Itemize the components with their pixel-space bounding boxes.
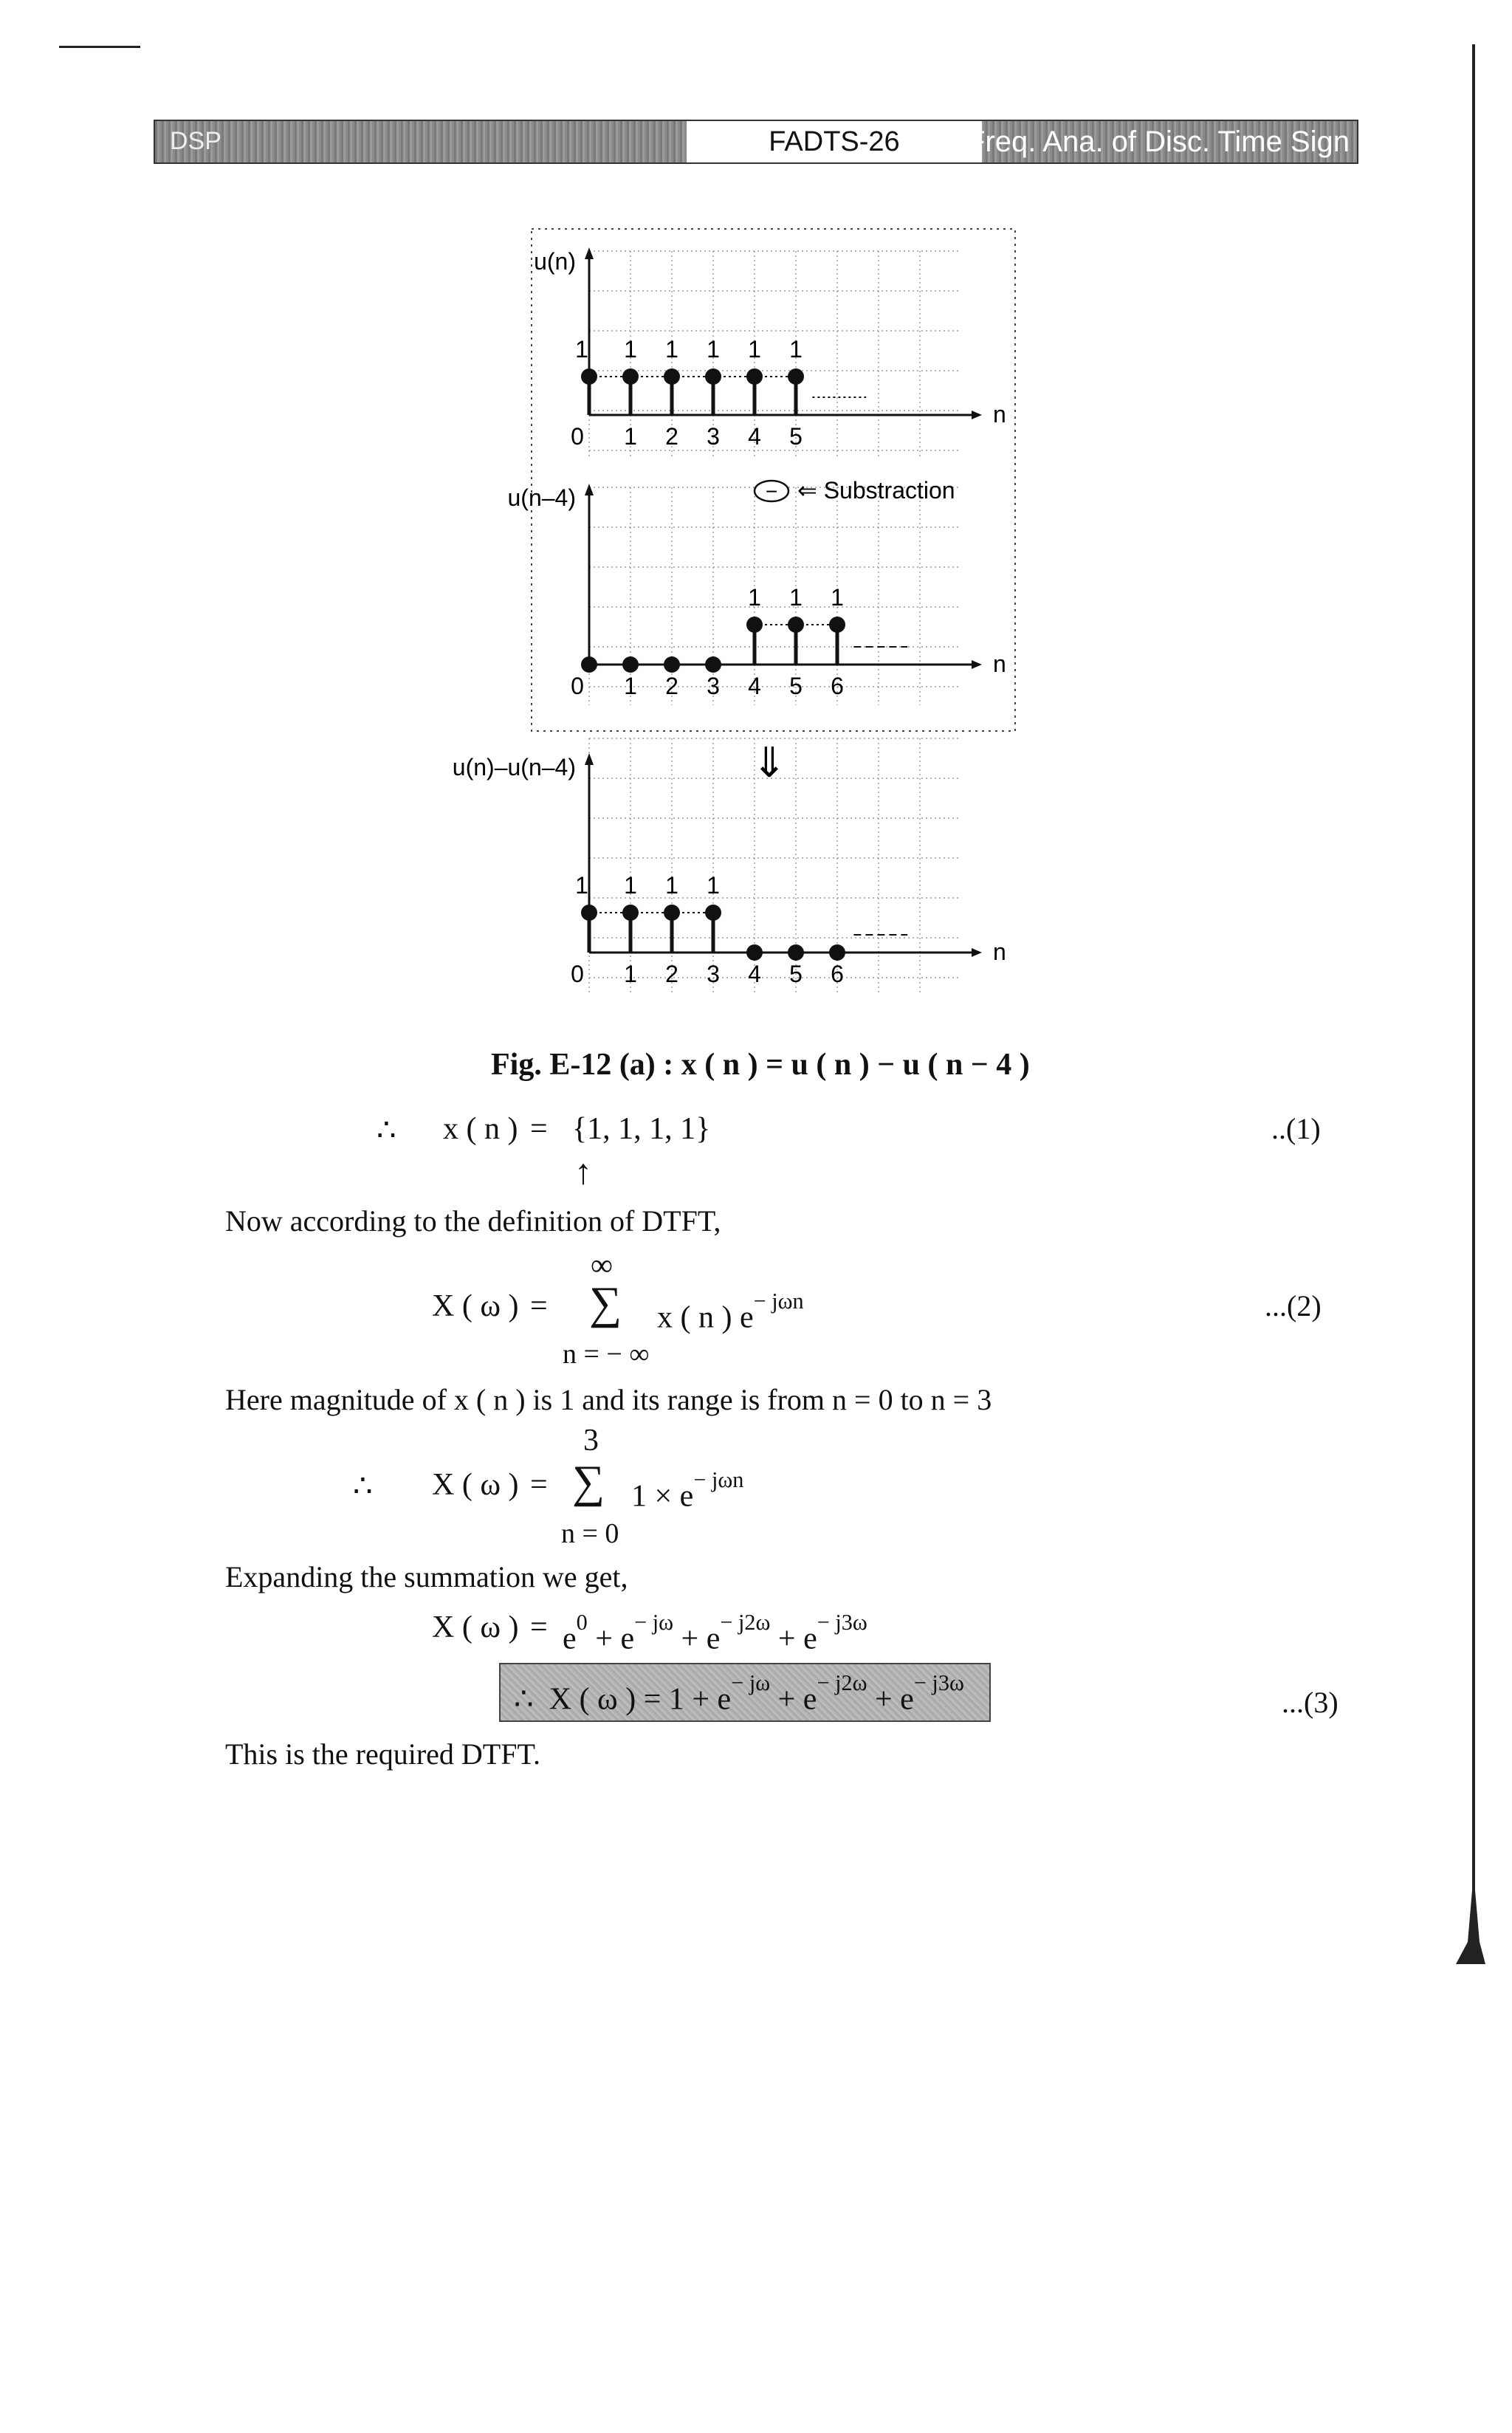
x-tick-label: 4: [748, 961, 761, 987]
result-equation: [514, 1670, 964, 1717]
x-tick-label: 0: [571, 961, 584, 987]
x-axis-label: n: [993, 651, 1006, 677]
stem-value-label: 1: [789, 584, 803, 611]
x-tick-label: 1: [624, 423, 637, 450]
x-tick-label: 3: [707, 423, 720, 450]
result-equals: =: [643, 1682, 662, 1717]
eq3-exponent: − jωn: [693, 1467, 744, 1492]
eq4-exp-4: − j3ω: [817, 1610, 867, 1635]
x-tick-label: 2: [665, 673, 678, 699]
stem-value-label: 1: [665, 336, 678, 363]
y-axis-label: u(n): [534, 248, 576, 275]
stem-value-label: 1: [575, 872, 588, 899]
eq4-term-3: + e: [673, 1622, 721, 1656]
result-down-arrow: ⇓: [752, 739, 787, 786]
stem-marker: [829, 944, 845, 961]
eq4-exp-1: 0: [576, 1610, 588, 1635]
eq2-lower-limit: n = − ∞: [563, 1339, 650, 1370]
eq4-exp-2: − jω: [634, 1610, 674, 1635]
eq4-term-4: + e: [770, 1622, 817, 1656]
plot-u-n-minus-4: [508, 484, 1006, 705]
therefore-symbol: ∴: [377, 1113, 396, 1147]
stem-marker: [746, 944, 763, 961]
equation-1: [377, 1111, 396, 1148]
page-edge-smudge: [1441, 1890, 1485, 1964]
subtraction-annotation: [755, 477, 955, 504]
stem-value-label: 1: [748, 584, 761, 611]
x-axis-arrowhead: [972, 660, 982, 669]
stem-value-label: 1: [707, 336, 720, 363]
stem-marker: [664, 656, 680, 673]
x-axis-arrowhead: [972, 948, 982, 957]
y-axis-label: u(n)–u(n–4): [452, 754, 576, 780]
eq3-lower-limit: n = 0: [561, 1518, 619, 1549]
subtraction-label: ⇐ Substraction: [797, 477, 955, 504]
x-tick-label: 2: [665, 961, 678, 987]
result-term-1: 1 + e: [668, 1682, 732, 1717]
result-term-3: + e: [867, 1682, 914, 1717]
y-axis-label: u(n–4): [507, 484, 576, 511]
eq2-lhs: X ( ω ): [432, 1289, 519, 1323]
eq3-equals: =: [530, 1468, 548, 1502]
result-term-2: + e: [770, 1682, 817, 1717]
eq4-term-1: e: [563, 1622, 577, 1656]
x-tick-label: 4: [748, 423, 761, 450]
stem-value-label: 1: [624, 872, 637, 899]
result-therefore: ∴: [514, 1682, 534, 1717]
x-tick-label: 2: [665, 423, 678, 450]
header-page-number: FADTS-26: [687, 121, 982, 162]
eq4-term-2: + e: [587, 1622, 635, 1656]
result-lhs: X ( ω ): [549, 1682, 636, 1717]
eq2-equals: =: [530, 1289, 548, 1323]
eq2-term-base: x ( n ) e: [657, 1300, 754, 1335]
stem-value-label: 1: [789, 336, 803, 363]
text-line-1: Now according to the definition of DTFT,: [225, 1204, 721, 1238]
x-tick-label: 4: [748, 673, 761, 699]
header-left-text: DSP: [170, 127, 221, 155]
eq4-lhs: X ( ω ): [432, 1610, 519, 1644]
header-chapter-title: Freq. Ana. of Disc. Time Sign: [967, 126, 1350, 158]
stem-marker: [788, 944, 804, 961]
eq3-term: [631, 1467, 743, 1514]
eq1-rhs: {1, 1, 1, 1}: [572, 1112, 711, 1146]
x-axis-label: n: [993, 938, 1006, 965]
y-axis-arrowhead: [585, 247, 594, 259]
result-exp-2: − j2ω: [817, 1670, 867, 1695]
stem-value-label: 1: [575, 336, 588, 363]
eq3-lhs: X ( ω ): [432, 1468, 519, 1502]
stem-marker: [622, 656, 639, 673]
figure-caption: Fig. E-12 (a) : x ( n ) = u ( n ) − u ( n − 4 ): [491, 1048, 1030, 1082]
y-axis-arrowhead: [585, 753, 594, 765]
page-edge-shadow: [1472, 44, 1475, 1964]
stem-marker: [705, 656, 721, 673]
result-ref: ...(3): [1282, 1686, 1339, 1719]
eq1-equals: =: [530, 1112, 548, 1146]
plot-u-n: [534, 247, 1006, 458]
eq2-upper-limit: ∞: [591, 1249, 613, 1283]
x-tick-label: 6: [831, 961, 844, 987]
text-line-4: This is the required DTFT.: [225, 1737, 540, 1771]
result-exp-1: − jω: [731, 1670, 771, 1695]
x-tick-label: 5: [789, 961, 803, 987]
eq2-ref: ...(2): [1265, 1289, 1322, 1322]
x-tick-label: 3: [707, 673, 720, 699]
stem-value-label: 1: [707, 872, 720, 899]
eq1-origin-arrow: ↑: [574, 1153, 592, 1192]
stem-value-label: 1: [665, 872, 678, 899]
eq2-exponent: − jωn: [753, 1288, 804, 1314]
figure-e12a: [443, 222, 1048, 1012]
eq4-rhs: [563, 1610, 867, 1657]
eq4-equals: =: [530, 1610, 548, 1644]
eq3-upper-limit: 3: [583, 1424, 599, 1458]
text-line-2: Here magnitude of x ( n ) is 1 and its range is from n = 0 to n = 3: [225, 1383, 992, 1416]
x-tick-label: 6: [831, 673, 844, 699]
eq4-exp-3: − j2ω: [720, 1610, 771, 1635]
x-tick-label: 5: [789, 673, 803, 699]
stem-value-label: 1: [748, 336, 761, 363]
x-tick-label: 0: [571, 423, 584, 450]
page-header: [154, 120, 1358, 164]
x-tick-label: 1: [624, 961, 637, 987]
eq3-sigma: ∑: [572, 1457, 605, 1507]
minus-symbol: −: [765, 480, 778, 503]
stem-value-label: 1: [831, 584, 844, 611]
x-tick-label: 5: [789, 423, 803, 450]
x-axis-label: n: [993, 401, 1006, 428]
eq1-ref: ..(1): [1271, 1112, 1321, 1145]
top-rule: [59, 46, 140, 48]
eq3-therefore: ∴: [353, 1469, 373, 1503]
plot-difference: [453, 738, 1006, 993]
x-axis-arrowhead: [972, 411, 982, 419]
result-exp-3: − j3ω: [913, 1670, 964, 1695]
stem-value-label: 1: [624, 336, 637, 363]
x-tick-label: 0: [571, 673, 584, 699]
stem-marker: [581, 656, 597, 673]
y-axis-arrowhead: [585, 484, 594, 495]
eq3-term-base: 1 × e: [631, 1479, 694, 1514]
text-line-3: Expanding the summation we get,: [225, 1560, 628, 1593]
eq1-lhs: x ( n ): [443, 1112, 518, 1146]
x-tick-label: 3: [707, 961, 720, 987]
eq2-term: [657, 1288, 804, 1336]
x-tick-label: 1: [624, 673, 637, 699]
eq2-sigma: ∑: [589, 1278, 622, 1328]
